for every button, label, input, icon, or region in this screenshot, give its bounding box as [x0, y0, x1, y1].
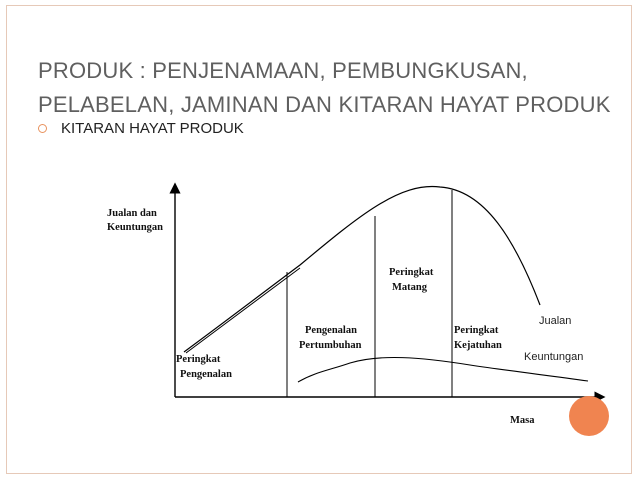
stage-1-label-line-1: Peringkat: [176, 354, 221, 365]
decorative-orange-circle: [569, 396, 609, 436]
sales-curve-label: Jualan: [539, 315, 572, 327]
stage-3-label-line-2: Matang: [392, 282, 427, 293]
stage-1-label-line-2: Pengenalan: [180, 369, 232, 380]
stage-2-label-line-2: Pertumbuhan: [299, 340, 362, 351]
x-axis-label: Masa: [510, 415, 535, 426]
bullet-text: KITARAN HAYAT PRODUK: [61, 120, 244, 137]
sales-curve-start-line: [186, 268, 300, 353]
profit-curve-label: Keuntungan: [524, 351, 584, 363]
title-line-1: PRODUK : PENJENAMAAN, PEMBUNGKUSAN,: [38, 58, 528, 83]
stage-3-label-line-1: Peringkat: [389, 267, 434, 278]
stage-4-label-line-2: Kejatuhan: [454, 340, 502, 351]
y-axis-label-line-1: Jualan dan: [107, 208, 157, 219]
title-line-2: PELABELAN, JAMINAN DAN KITARAN HAYAT PRODUK: [38, 92, 611, 117]
stage-4-label-line-1: Peringkat: [454, 325, 499, 336]
y-axis-label-line-2: Keuntungan: [107, 222, 164, 233]
stage-2-label-line-1: Pengenalan: [305, 325, 357, 336]
